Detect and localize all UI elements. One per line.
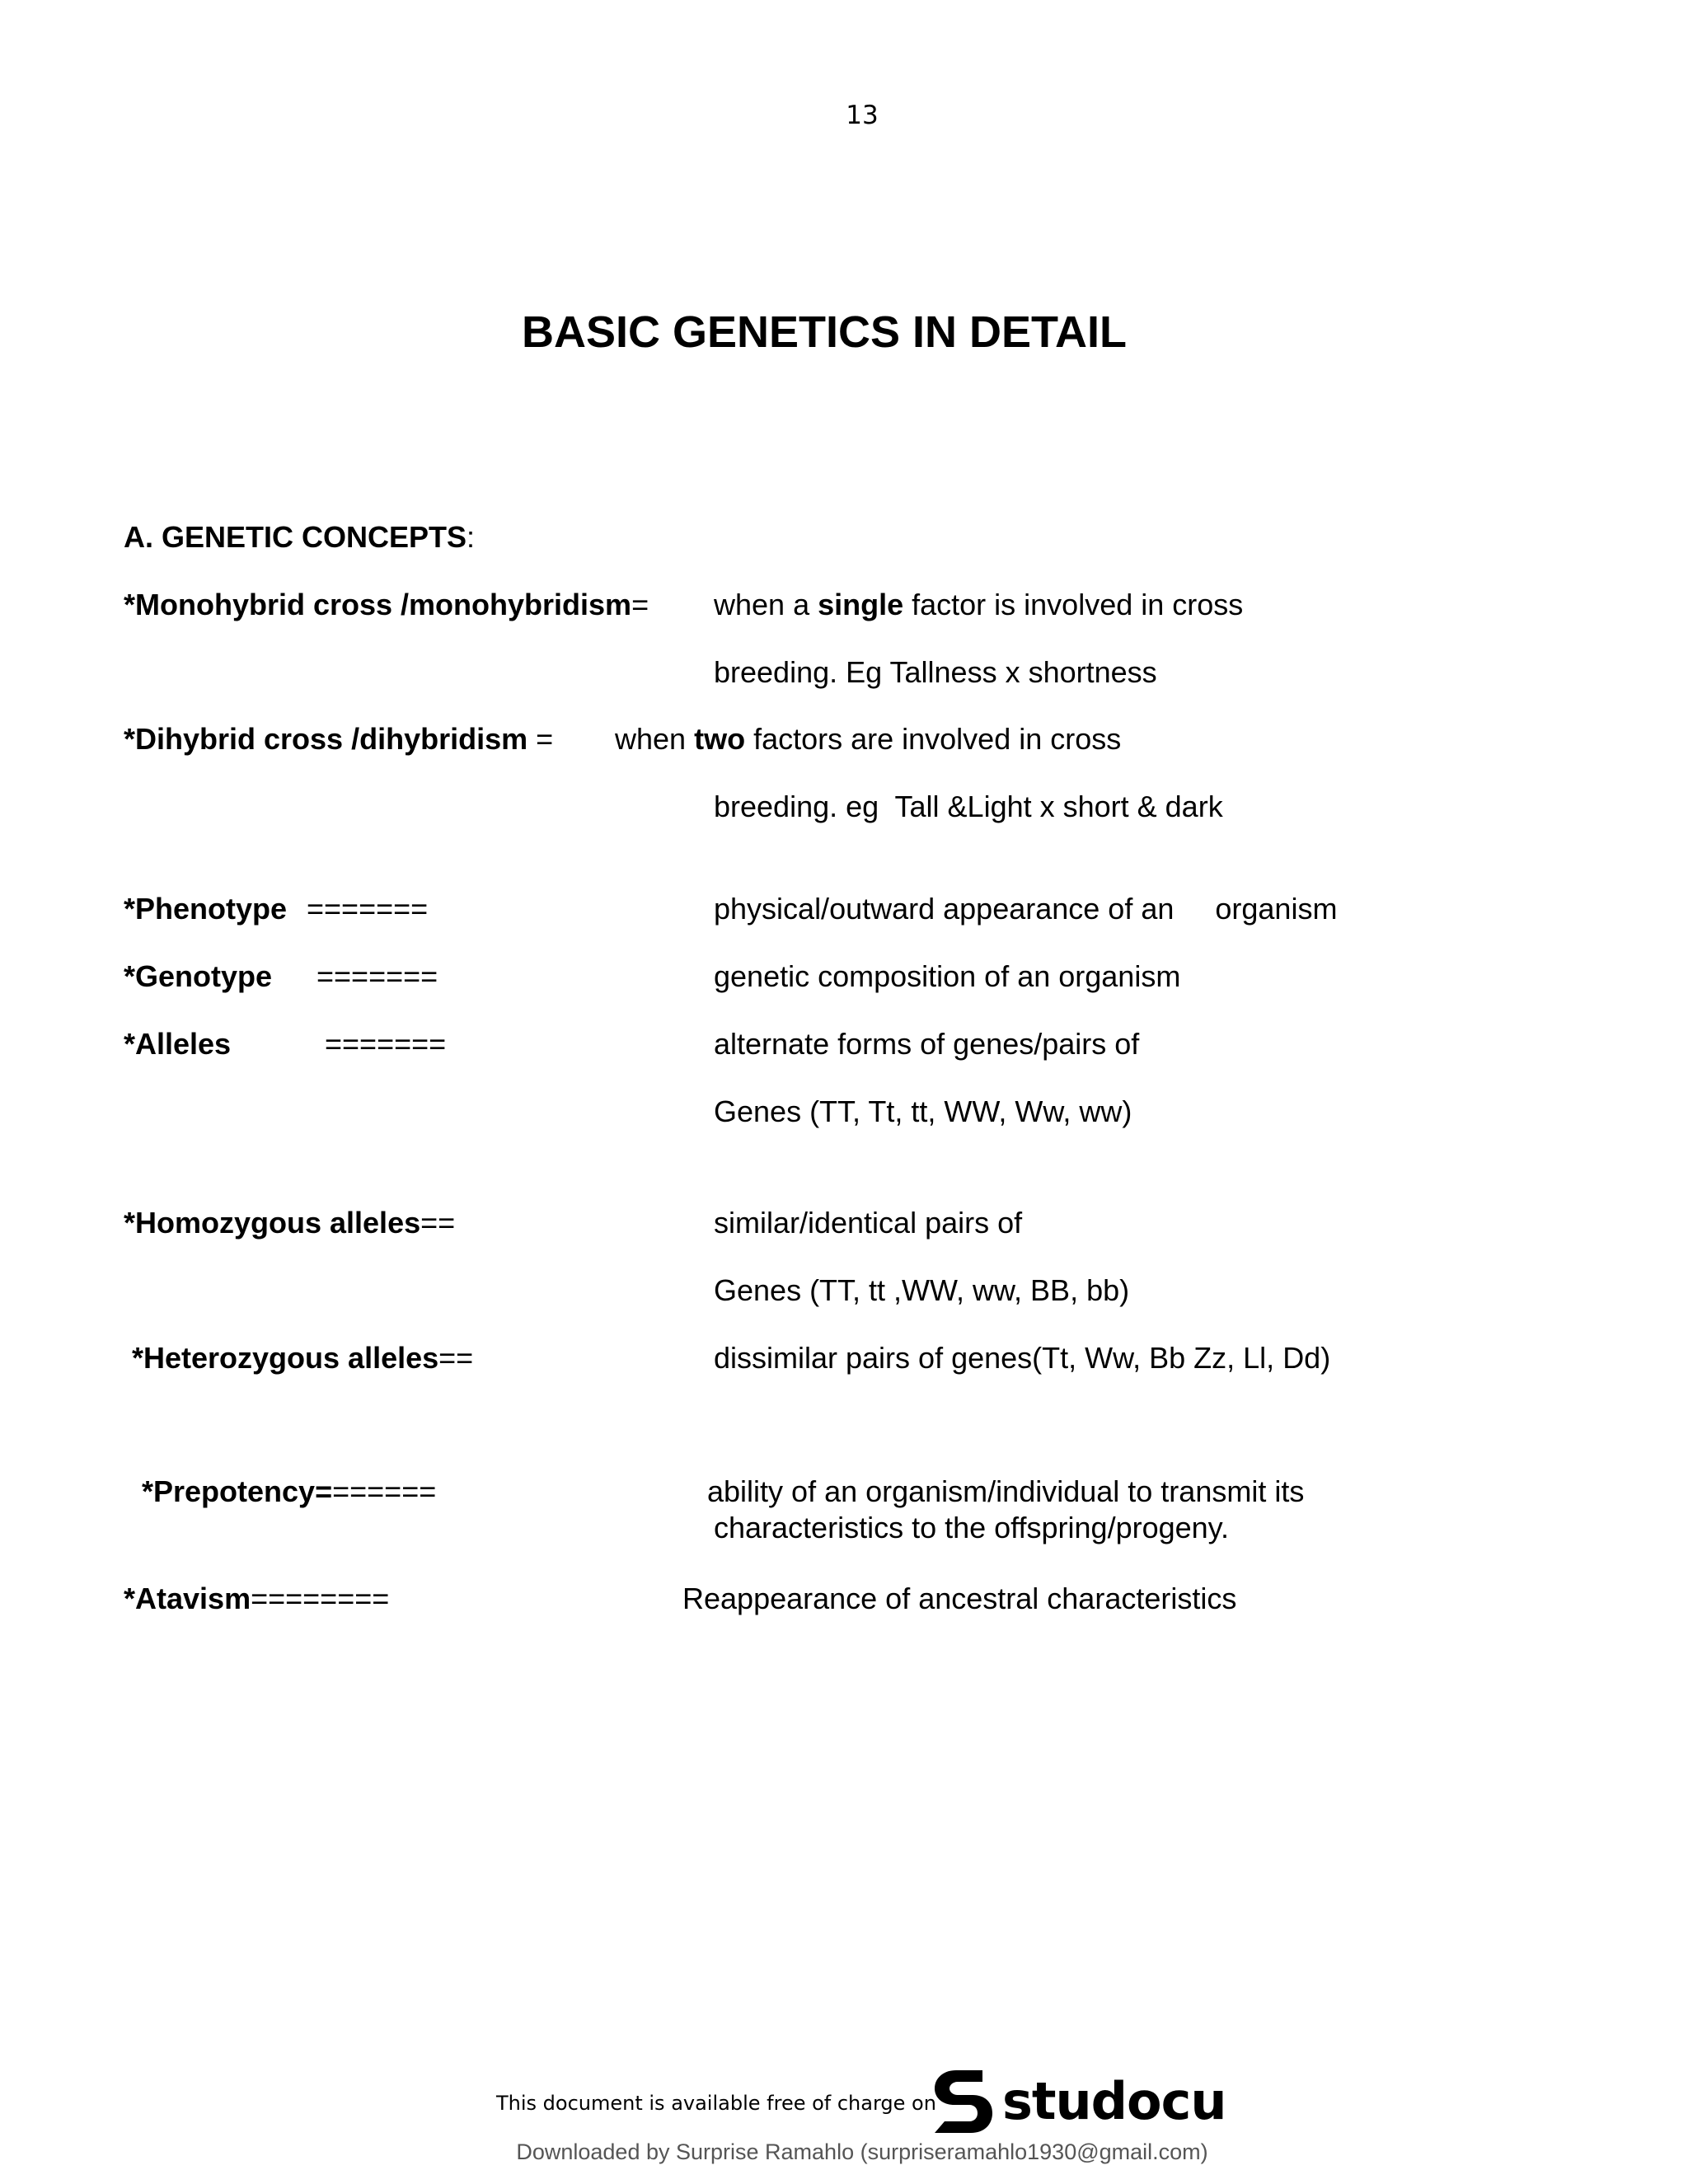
studocu-logo-wordmark: studocu: [1002, 2071, 1226, 2131]
alleles-definition-line2: Genes (TT, Tt, tt, WW, Ww, ww): [714, 1094, 1132, 1128]
footer-availability-text: This document is available free of charge on: [496, 2092, 936, 2115]
prepotency-term-label: *Prepotency=: [142, 1474, 333, 1508]
studocu-logo-icon: [931, 2067, 996, 2136]
dihybrid-definition-line2: breeding. eg Tall &Light x short & dark: [714, 790, 1223, 823]
atavism-definition: Reappearance of ancestral characteristics: [682, 1582, 1237, 1615]
dihybrid-def-post: factors are involved in cross: [745, 722, 1122, 756]
alleles-definition: alternate forms of genes/pairs of: [714, 1027, 1140, 1061]
monohybrid-def-post: factor is involved in cross: [903, 588, 1244, 621]
prepotency-separator: ======: [332, 1474, 437, 1508]
monohybrid-def-bold: single: [818, 588, 904, 621]
page-number: 13: [846, 101, 879, 130]
dihybrid-def-pre: when: [615, 722, 695, 756]
prepotency-definition-line2: characteristics to the offspring/progeny.: [714, 1511, 1229, 1544]
studocu-logo[interactable]: [931, 2067, 1226, 2136]
heterozygous-separator: ==: [438, 1341, 474, 1375]
dihybrid-separator: =: [528, 722, 554, 756]
genotype-separator: =======: [316, 959, 438, 993]
homozygous-definition: similar/identical pairs of: [714, 1206, 1023, 1240]
monohybrid-definition: [714, 587, 1243, 623]
section-heading-colon: :: [467, 520, 476, 554]
dihybrid-definition: [615, 721, 1121, 757]
heterozygous-definition: dissimilar pairs of genes(Tt, Ww, Bb Zz, Ll, Dd): [714, 1341, 1331, 1375]
alleles-term-label: *Alleles: [124, 1027, 232, 1061]
homozygous-separator: ==: [420, 1206, 456, 1240]
dihybrid-def-bold: two: [694, 722, 746, 756]
atavism-term: [124, 1581, 389, 1617]
atavism-separator: ========: [251, 1582, 390, 1615]
alleles-term: [124, 1026, 231, 1062]
prepotency-term: [142, 1474, 436, 1510]
homozygous-definition-line2: Genes (TT, tt ,WW, ww, BB, bb): [714, 1273, 1130, 1307]
dihybrid-term-label: *Dihybrid cross /dihybridism: [124, 722, 528, 756]
section-heading-text: A. GENETIC CONCEPTS: [124, 520, 467, 554]
heterozygous-term: [132, 1340, 473, 1376]
homozygous-term: [124, 1205, 455, 1241]
alleles-separator: =======: [325, 1027, 447, 1061]
genotype-term: [124, 958, 272, 995]
phenotype-separator: =======: [307, 892, 429, 926]
homozygous-term-label: *Homozygous alleles: [124, 1206, 421, 1240]
page-title: BASIC GENETICS IN DETAIL: [521, 307, 1128, 357]
prepotency-definition: ability of an organism/individual to transmit its: [707, 1474, 1305, 1508]
dihybrid-term: [124, 721, 553, 757]
monohybrid-separator: =: [631, 588, 649, 621]
phenotype-term-label: *Phenotype: [124, 892, 288, 926]
genotype-definition: genetic composition of an organism: [714, 959, 1181, 993]
monohybrid-term-label: *Monohybrid cross /monohybridism: [124, 588, 632, 621]
monohybrid-term: [124, 587, 649, 623]
atavism-term-label: *Atavism: [124, 1582, 251, 1615]
phenotype-term: [124, 891, 287, 927]
downloaded-by-text: Downloaded by Surprise Ramahlo (surpriseramahlo1930@gmail.com): [516, 2139, 1208, 2164]
section-heading: [124, 519, 475, 555]
genotype-term-label: *Genotype: [124, 959, 273, 993]
phenotype-definition: physical/outward appearance of an organism: [714, 892, 1338, 926]
heterozygous-term-label: *Heterozygous alleles: [132, 1341, 439, 1375]
monohybrid-def-pre: when a: [714, 588, 818, 621]
monohybrid-definition-line2: breeding. Eg Tallness x shortness: [714, 655, 1157, 689]
